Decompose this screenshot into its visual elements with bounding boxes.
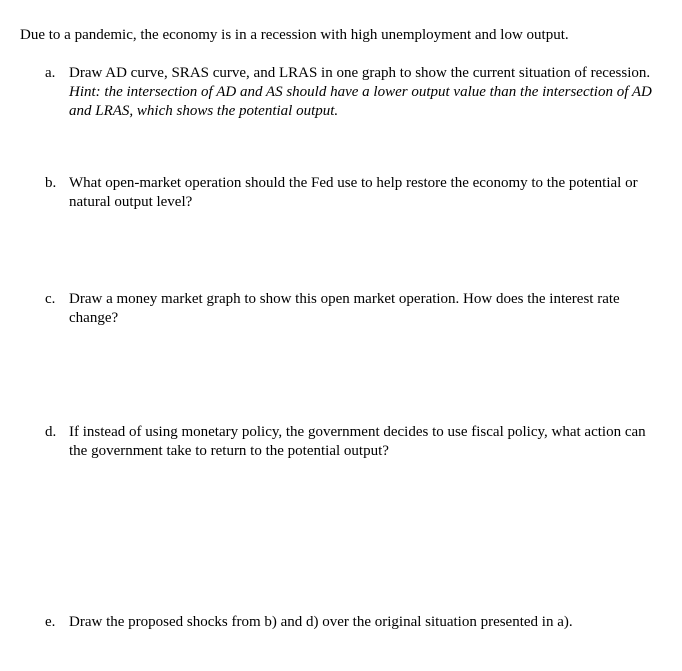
- question-c: [45, 290, 655, 328]
- question-hint: Hint: the intersection of AD and AS should have a lower output value than the intersection of AD and LRAS, which shows the potential output.: [69, 84, 652, 119]
- question-letter: c.: [45, 291, 56, 307]
- question-d: [45, 423, 655, 461]
- question-letter: b.: [45, 175, 57, 191]
- question-letter: d.: [45, 424, 57, 440]
- question-text: Draw a money market graph to show this open market operation. How does the interest rate change?: [69, 291, 620, 326]
- question-letter: e.: [45, 614, 56, 630]
- question-text: If instead of using monetary policy, the government decides to use fiscal policy, what action can the government take to return to the potential output?: [69, 424, 646, 459]
- intro-paragraph: Due to a pandemic, the economy is in a recession with high unemployment and low output.: [20, 27, 569, 43]
- question-body: Draw AD curve, SRAS curve, and LRAS in one graph to show the current situation of recession.: [69, 65, 651, 81]
- question-text: Draw the proposed shocks from b) and d) over the original situation presented in a).: [69, 614, 573, 630]
- question-b: [45, 174, 655, 212]
- question-e: [45, 613, 655, 632]
- question-letter: a.: [45, 65, 56, 81]
- question-text: What open-market operation should the Fed use to help restore the economy to the potential or natural output level?: [69, 175, 638, 210]
- question-text: [69, 64, 655, 121]
- question-a: [45, 64, 655, 121]
